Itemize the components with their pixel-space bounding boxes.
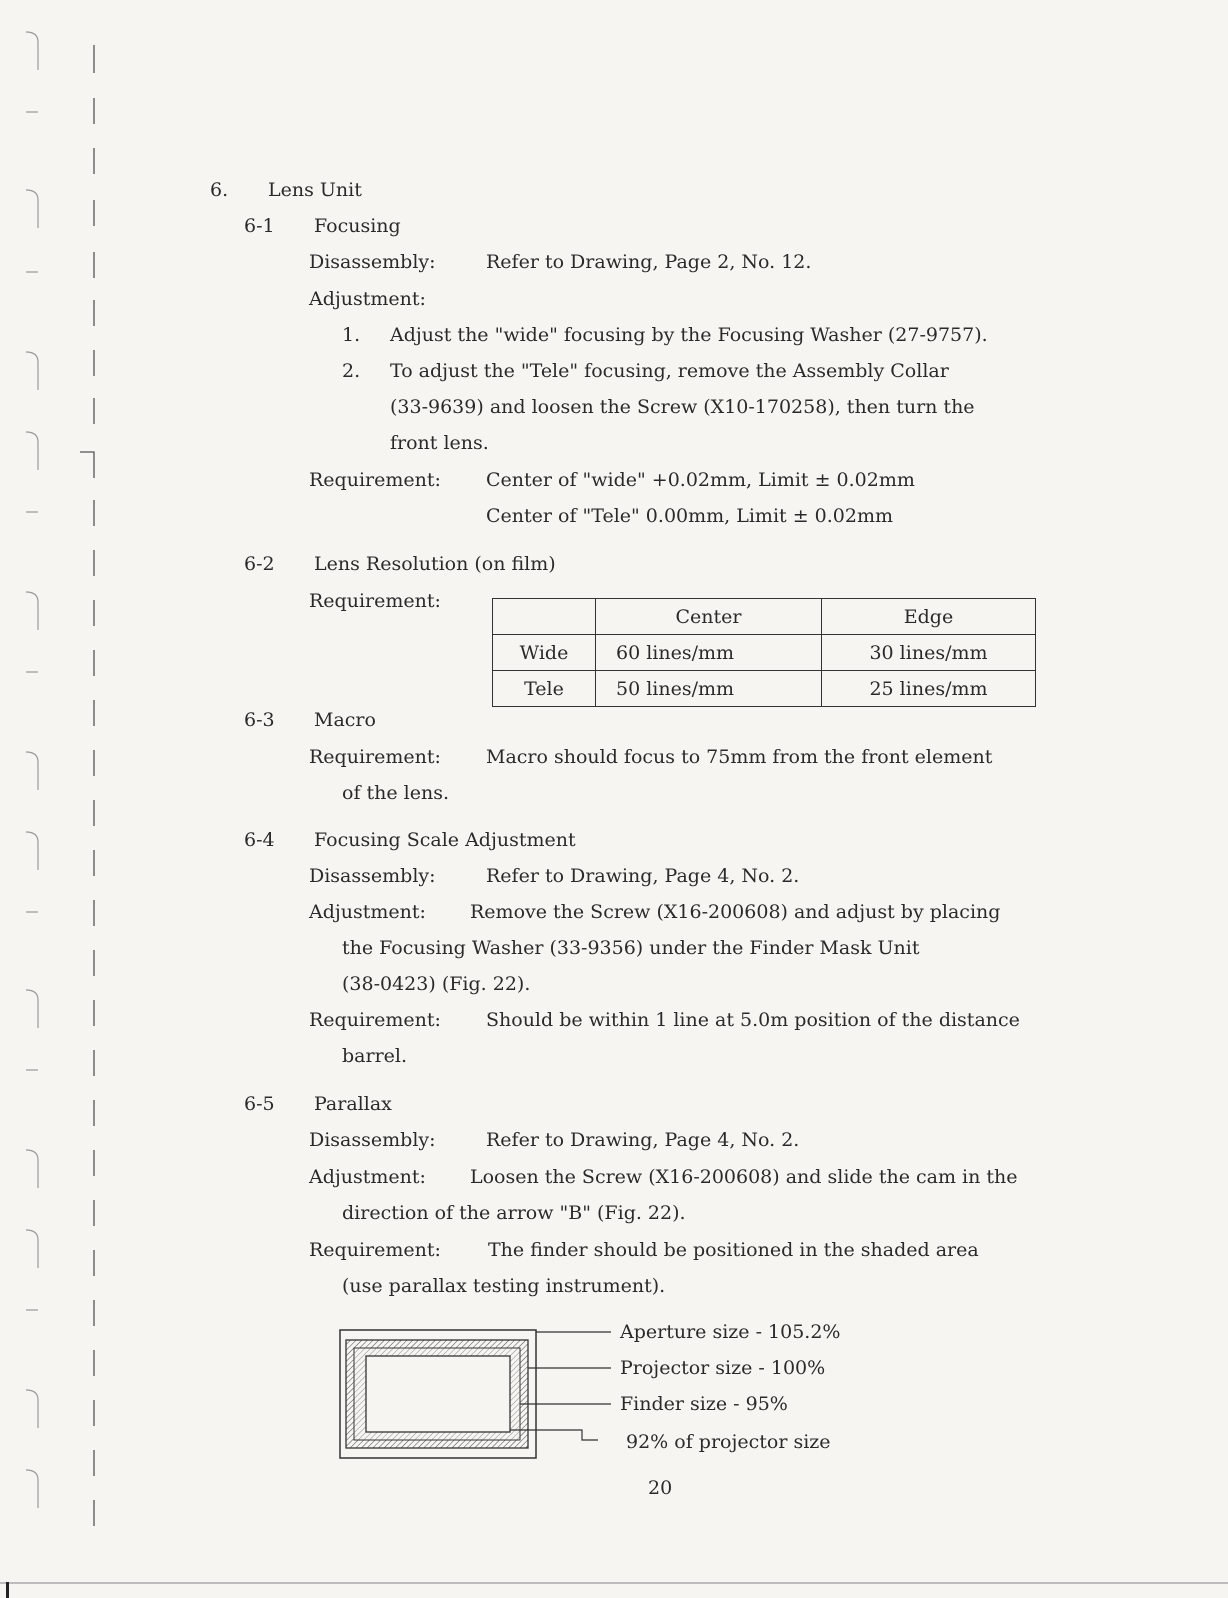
label-requirement: Requirement: [309,746,441,768]
label-disassembly: Disassembly: [309,1129,436,1151]
table-cell: 50 lines/mm [596,671,822,707]
table-cell: 30 lines/mm [822,635,1036,671]
label-requirement: Requirement: [309,1239,441,1261]
subsection-number-6-1: 6-1 [244,215,275,237]
figure-label-92-percent: 92% of projector size [626,1431,831,1453]
text-disassembly: Refer to Drawing, Page 2, No. 12. [486,251,812,273]
subsection-title-6-4: Focusing Scale Adjustment [314,829,576,851]
subsection-number-6-2: 6-2 [244,553,275,575]
adjustment-text: (38-0423) (Fig. 22). [342,973,531,995]
subsection-title-6-1: Focusing [314,215,401,237]
figure-label-finder: Finder size - 95% [620,1393,788,1415]
table-cell: Wide [493,635,596,671]
adjustment-text: Loosen the Screw (X16-200608) and slide the cam in the [470,1166,1018,1188]
label-disassembly: Disassembly: [309,251,436,273]
table-header-cell [493,599,596,635]
table-header-row [493,599,1036,635]
page-bottom-edge [0,1582,1228,1584]
subsection-title-6-3: Macro [314,709,376,731]
adjustment-text: the Focusing Washer (33-9356) under the Finder Mask Unit [342,937,920,959]
adjustment-text: Remove the Screw (X16-200608) and adjust by placing [470,901,1001,923]
figure-label-projector: Projector size - 100% [620,1357,826,1379]
section-title: Lens Unit [268,179,362,201]
label-adjustment: Adjustment: [309,901,426,923]
list-item-text: To adjust the "Tele" focusing, remove the Assembly Collar [390,360,949,382]
binding-marks [0,0,130,1598]
list-item-text: (33-9639) and loosen the Screw (X10-170258), then turn the [390,396,975,418]
subsection-number-6-3: 6-3 [244,709,275,731]
label-adjustment: Adjustment: [309,288,426,310]
table-header-cell: Edge [822,599,1036,635]
table-cell: 60 lines/mm [596,635,822,671]
figure-label-aperture: Aperture size - 105.2% [620,1321,841,1343]
label-requirement: Requirement: [309,1009,441,1031]
requirement-text: Center of "wide" +0.02mm, Limit ± 0.02mm [486,469,915,491]
subsection-title-6-2: Lens Resolution (on film) [314,553,556,575]
label-disassembly: Disassembly: [309,865,436,887]
parallax-frame-diagram [336,1326,621,1466]
label-adjustment: Adjustment: [309,1166,426,1188]
subsection-title-6-5: Parallax [314,1093,392,1115]
table-row [493,635,1036,671]
list-item-text: front lens. [390,432,489,454]
text-disassembly: Refer to Drawing, Page 4, No. 2. [486,865,800,887]
requirement-text: The finder should be positioned in the shaded area [488,1239,979,1261]
section-number: 6. [210,179,229,201]
subsection-number-6-4: 6-4 [244,829,275,851]
list-item-text: Adjust the "wide" focusing by the Focusing Washer (27-9757). [390,324,988,346]
table-cell: Tele [493,671,596,707]
label-requirement: Requirement: [309,469,441,491]
table-row [493,671,1036,707]
requirement-text: (use parallax testing instrument). [342,1275,666,1297]
requirement-text: Macro should focus to 75mm from the front element [486,746,993,768]
list-number: 2. [342,360,361,382]
page-corner-mark [6,1582,9,1598]
adjustment-text: direction of the arrow "B" (Fig. 22). [342,1202,686,1224]
resolution-table [492,598,1036,707]
requirement-text: of the lens. [342,782,450,804]
table-header-cell: Center [596,599,822,635]
requirement-text: Center of "Tele" 0.00mm, Limit ± 0.02mm [486,505,893,527]
label-requirement: Requirement: [309,590,441,612]
requirement-text: Should be within 1 line at 5.0m position of the distance [486,1009,1020,1031]
page-number: 20 [648,1477,673,1499]
text-disassembly: Refer to Drawing, Page 4, No. 2. [486,1129,800,1151]
subsection-number-6-5: 6-5 [244,1093,275,1115]
table-cell: 25 lines/mm [822,671,1036,707]
list-number: 1. [342,324,361,346]
requirement-text: barrel. [342,1045,408,1067]
